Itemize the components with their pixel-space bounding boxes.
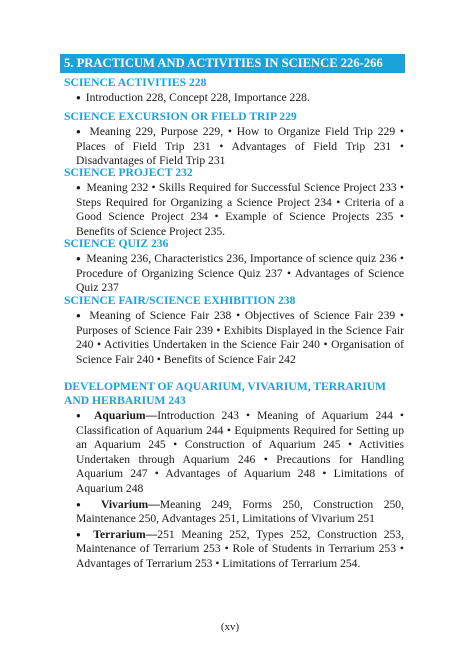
section-science-quiz: [64, 237, 404, 296]
terrarium-label: Terrarium—: [93, 527, 158, 541]
section-title: SCIENCE FAIR/SCIENCE EXHIBITION 238: [64, 294, 296, 307]
section-title: SCIENCE QUIZ 236: [64, 237, 169, 250]
bullet-icon: ●: [76, 183, 82, 192]
bullet-icon: ●: [76, 254, 82, 263]
section-field-trip: [64, 110, 404, 169]
section-body: [76, 309, 404, 367]
section-science-project: [64, 166, 404, 239]
vivarium-text: Meaning 249, Forms 250, Construction 250, Maintenance 250, Advantages 251, Limitations of Vivarium 251: [76, 497, 404, 526]
section-body: [76, 181, 404, 239]
section-title: SCIENCE PROJECT 232: [64, 166, 193, 179]
vivarium-label: Vivarium—: [100, 497, 160, 511]
vivarium-entry: [76, 498, 404, 527]
aquarium-text: Introduction 243 • Meaning of Aquarium 244 • Classification of Aquarium 244 • Equipments Required for Setting up an Aquarium 245 • Construction of Aquarium 245 • Activities Undertaken through Aquarium 246 • Precautions for Handling Aquarium 247 • Advantages of Aquarium 248 • Limitations of Aquarium 248: [76, 409, 404, 495]
bullet-icon: ●: [76, 499, 89, 509]
terrarium-text: 251 Meaning 252, Types 252, Construction 253, Maintenance of Terrarium 253 • Role of Students in Terrarium 253 • Advantages of Terrarium 253 • Limitations of Terrarium 254.: [76, 527, 404, 570]
section-title: DEVELOPMENT OF AQUARIUM, VIVARIUM, TERRARIUM AND HERBARIUM 243: [64, 380, 387, 407]
aquarium-label: Aquarium—: [94, 409, 158, 422]
chapter-heading: 5. PRACTICUM AND ACTIVITIES IN SCIENCE 226-266: [60, 54, 405, 73]
body-text: Meaning 232 • Skills Required for Successful Science Project 233 • Steps Required for Organizing a Science Project 234 • Criteria of a Good Science Project 234 • Example of Science Projects 235 • Benefits of Science Project 235.: [76, 181, 404, 238]
section-aquarium-vivarium: [64, 380, 404, 572]
section-body: [76, 91, 404, 106]
bullet-icon: ●: [76, 127, 83, 136]
section-title: SCIENCE EXCURSION OR FIELD TRIP 229: [64, 110, 297, 123]
bullet-icon: ●: [76, 411, 85, 420]
terrarium-entry: [76, 528, 404, 572]
bullet-icon: ●: [76, 311, 83, 320]
section-title: SCIENCE ACTIVITIES 228: [64, 76, 207, 89]
body-text: Meaning 236, Characteristics 236, Importance of science quiz 236 • Procedure of Organizing Science Quiz 237 • Advantages of Science Quiz 237: [76, 252, 404, 295]
aquarium-entry: [76, 409, 404, 497]
section-body: [76, 252, 404, 296]
bullet-icon: ●: [76, 529, 85, 539]
body-text: Meaning 229, Purpose 229, • How to Organize Field Trip 229 • Places of Field Trip 231 • Advantages of Field Trip 231 • Disadvantages of Field Trip 231: [76, 125, 404, 168]
section-science-activities: [64, 76, 404, 106]
section-science-fair: [64, 294, 404, 367]
section-body: [76, 125, 404, 169]
body-text: Introduction 228, Concept 228, Importance 228.: [85, 91, 310, 104]
bullet-icon: ●: [76, 93, 81, 102]
page-number: (xv): [220, 621, 240, 633]
body-text: Meaning of Science Fair 238 • Objectives of Science Fair 239 • Purposes of Science Fair 239 • Exhibits Displayed in the Science Fair 240 • Activities Undertaken in the Science Fair 240 • Organisation of Science Fair 240 • Benefits of Science Fair 242: [76, 309, 404, 366]
